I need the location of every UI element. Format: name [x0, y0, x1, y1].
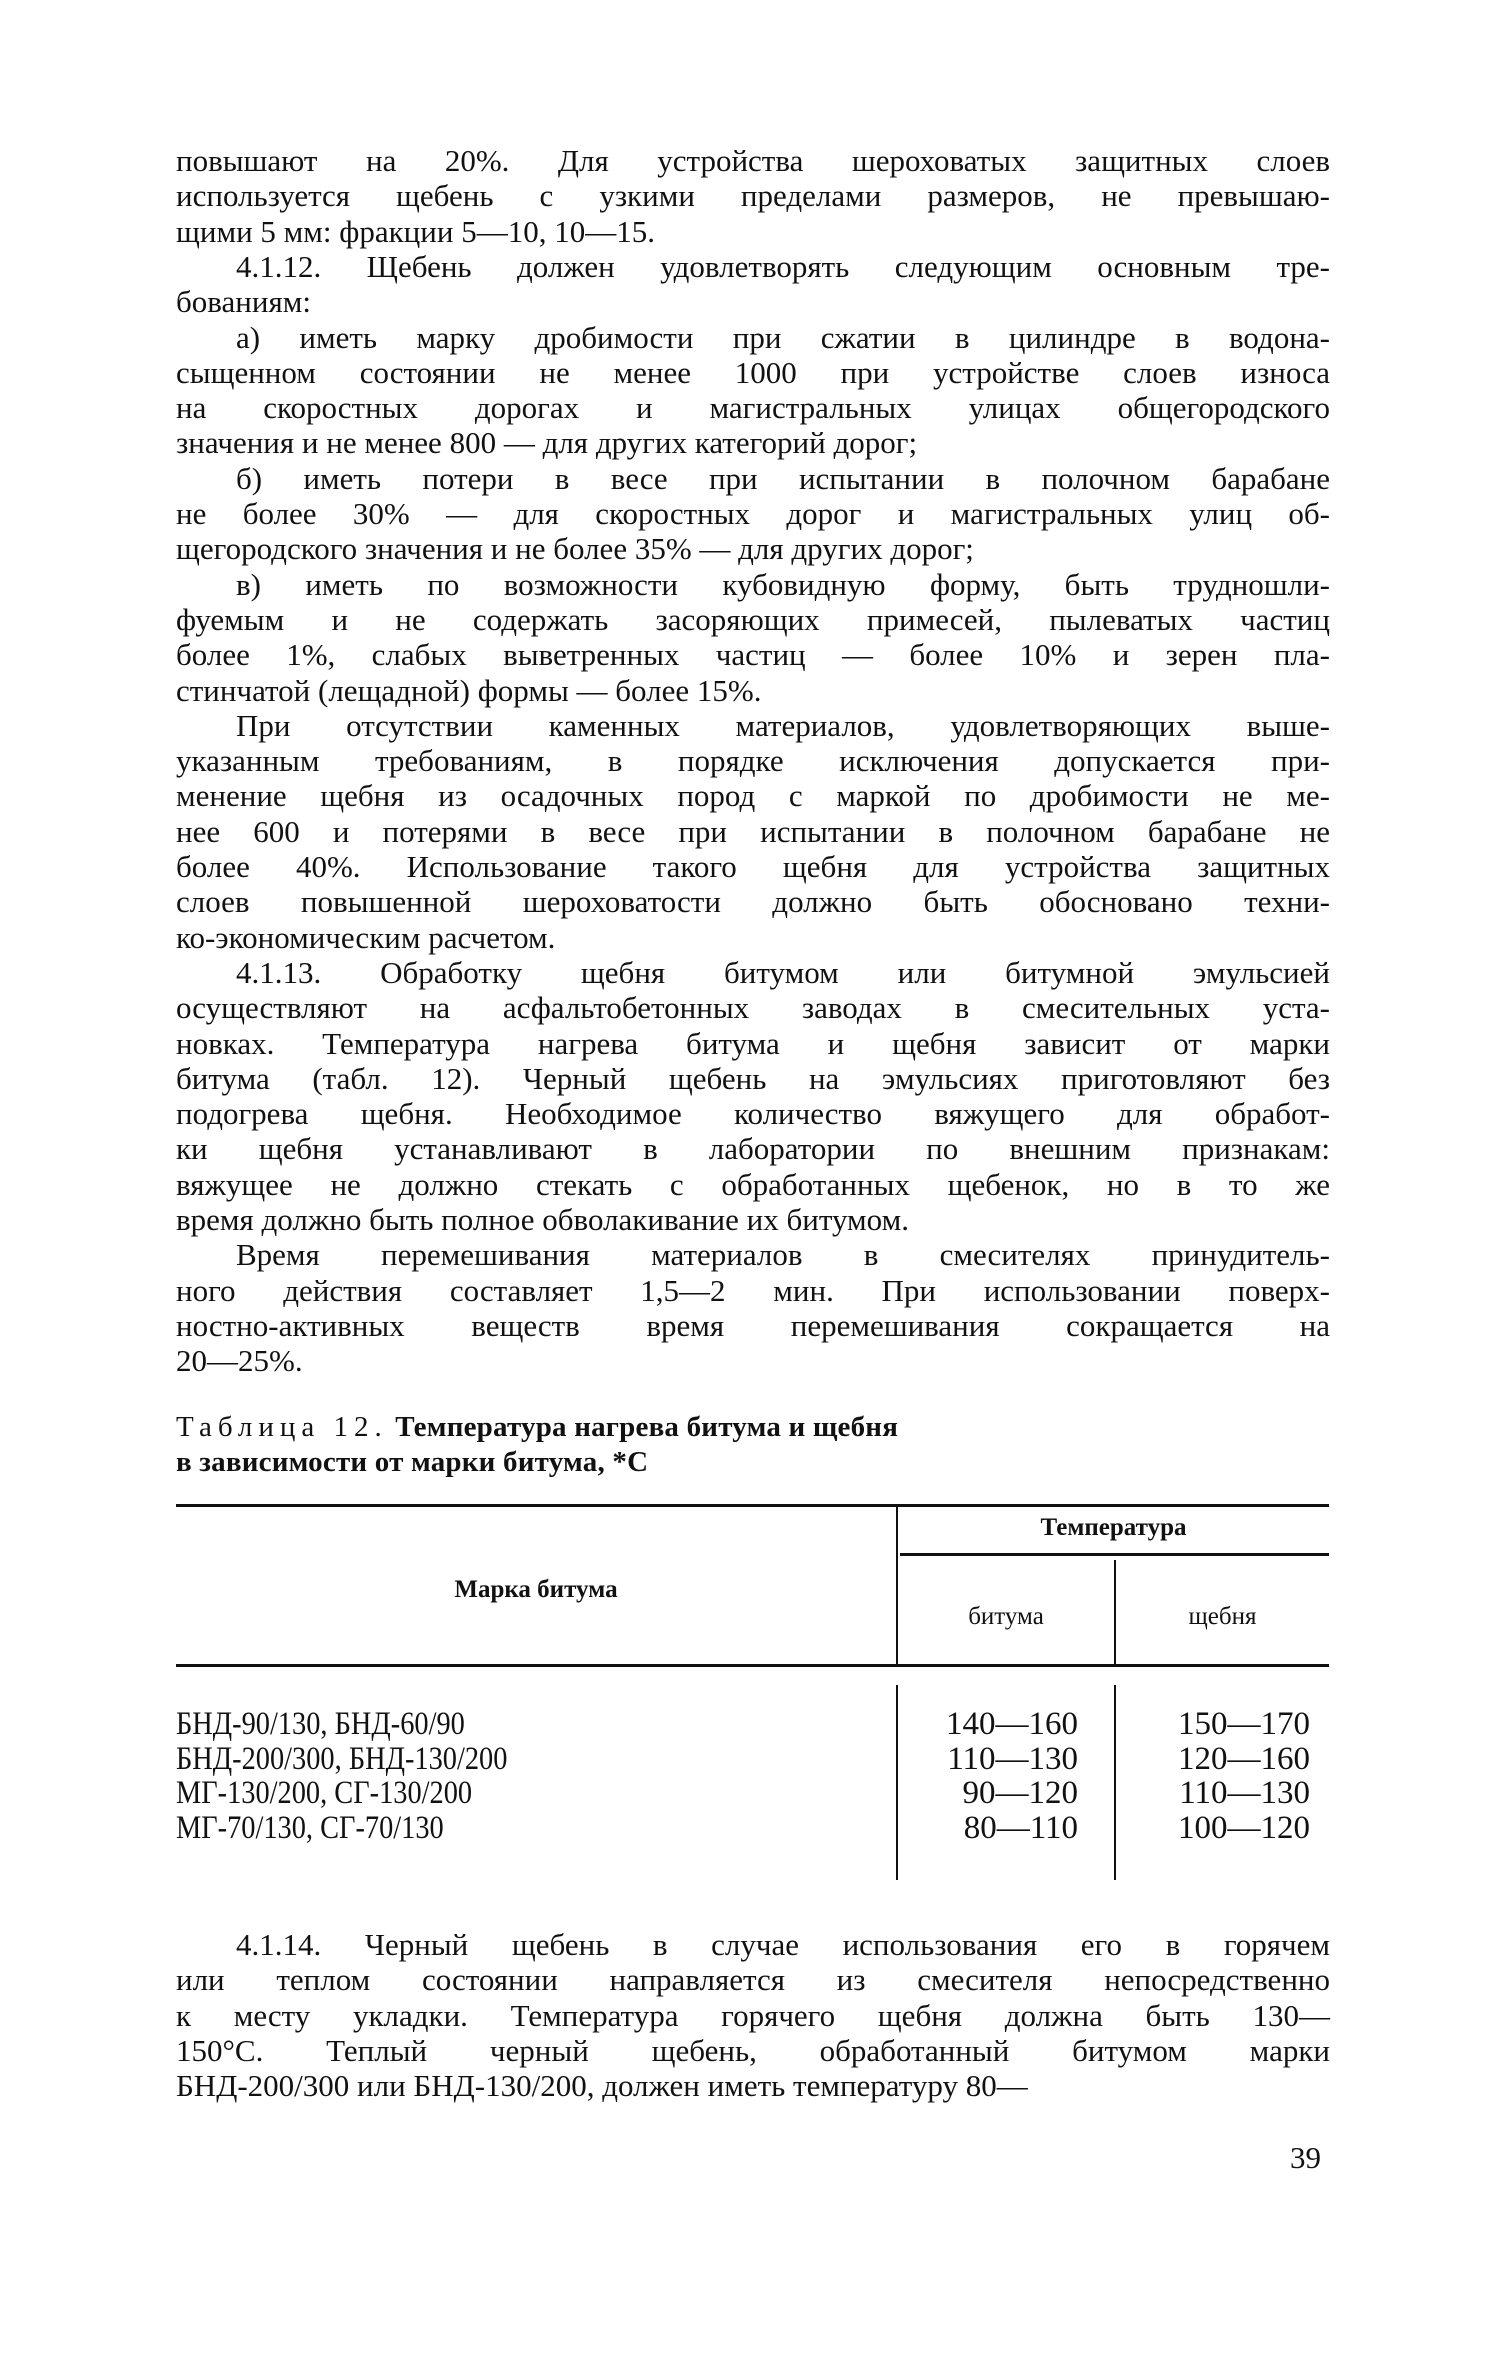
text-line: слоев повышенной шероховатости должно быть обосновано техни-	[176, 884, 1330, 920]
text-line: Время перемешивания материалов в смесителях принудитель-	[236, 1237, 1330, 1273]
header-temperature: Температура	[1040, 1514, 1187, 1541]
text-line: вяжущее не должно стекать с обработанных щебенок, но в то же	[176, 1166, 1330, 1202]
text-line: подогрева щебня. Необходимое количество вяжущего для обработ-	[176, 1096, 1330, 1132]
cell-grade: МГ-130/200, СГ-130/200	[176, 1775, 473, 1812]
text-line: щегородского значения и не более 35% — для других дорог;	[176, 531, 974, 567]
table-caption-line2: в зависимости от марки битума, *С	[176, 1446, 649, 1478]
cell-stone-temp: 120—160	[1178, 1740, 1310, 1777]
text-line: сыщенном состоянии не менее 1000 при устройстве слоев износа	[176, 354, 1330, 390]
text-line: осуществляют на асфальтобетонных заводах в смесительных уста-	[176, 990, 1330, 1026]
text-line: нее 600 и потерями в весе при испытании в полочном барабане не	[176, 813, 1330, 849]
text-line: 150°С. Теплый черный щебень, обработанный битумом марки	[176, 2032, 1330, 2068]
table-group-rule	[900, 1553, 1329, 1556]
text-line: в) иметь по возможности кубовидную форму, быть трудношли-	[236, 566, 1330, 602]
table-caption-title: Температура нагрева битума и щебня	[395, 1411, 899, 1443]
header-bitumen: битума	[968, 1603, 1044, 1630]
cell-stone-temp: 150—170	[1178, 1706, 1310, 1742]
table-vrule-body-2	[1114, 1685, 1116, 1880]
cell-bitumen-temp: 80—110	[963, 1809, 1078, 1846]
text-line: более 40%. Использование такого щебня для устройства защитных	[176, 849, 1330, 884]
text-line: используется щебень с узкими пределами размеров, не превышаю-	[176, 178, 1330, 214]
header-stone: щебня	[1188, 1603, 1257, 1630]
text-line: ностно-активных веществ время перемешивания сокращается на	[176, 1307, 1330, 1343]
text-line: При отсутствии каменных материалов, удовлетворяющих выше-	[236, 707, 1330, 743]
cell-bitumen-temp: 140—160	[946, 1706, 1078, 1742]
text-line: более 1%, слабых выветренных частиц — более 10% и зерен пла-	[176, 637, 1330, 673]
text-line: или теплом состоянии направляется из смесителя непосредственно	[176, 1962, 1330, 1998]
header-grade: Марка битума	[454, 1576, 618, 1603]
text-line: фуемым и не содержать засоряющих примесей, пылеватых частиц	[176, 601, 1330, 637]
text-line: 4.1.14. Черный щебень в случае использования его в горячем	[236, 1927, 1330, 1962]
text-line: значения и не менее 800 — для других категорий дорог;	[176, 425, 918, 461]
text-line: 4.1.12. Щебень должен удовлетворять следующим основным тре-	[236, 248, 1330, 284]
table-header-rule	[176, 1664, 1329, 1667]
text-line: БНД-200/300 или БНД-130/200, должен иметь температуру 80—	[176, 2068, 1028, 2104]
text-line: на скоростных дорогах и магистральных улицах общегородского	[176, 390, 1330, 426]
text-line: стинчатой (лещадной) формы — более 15%.	[176, 672, 762, 708]
text-line: не более 30% — для скоростных дорог и магистральных улиц об-	[176, 496, 1330, 531]
cell-stone-temp: 100—120	[1178, 1809, 1310, 1846]
text-line: менение щебня из осадочных пород с маркой по дробимости не ме-	[176, 778, 1330, 814]
table-top-rule	[176, 1504, 1329, 1507]
text-line: а) иметь марку дробимости при сжатии в цилиндре в водона-	[236, 319, 1330, 355]
page-number: 39	[1290, 2140, 1321, 2175]
text-line: 4.1.13. Обработку щебня битумом или битумной эмульсией	[236, 954, 1330, 990]
cell-grade: БНД-200/300, БНД-130/200	[176, 1740, 508, 1777]
table-caption-label: Таблица 12.	[176, 1411, 388, 1443]
text-line: к месту укладки. Температура горячего щебня должна быть 130—	[176, 1997, 1330, 2033]
text-line: ного действия составляет 1,5—2 мин. При использовании поверх-	[176, 1272, 1330, 1308]
cell-grade: БНД-90/130, БНД-60/90	[176, 1706, 465, 1742]
cell-bitumen-temp: 110—130	[947, 1740, 1078, 1777]
text-line: 20—25%.	[176, 1343, 303, 1379]
table-vrule-body	[896, 1685, 898, 1880]
text-line: битума (табл. 12). Черный щебень на эмульсиях приготовляют без	[176, 1060, 1330, 1096]
text-line: указанным требованиям, в порядке исключения допускается при-	[176, 743, 1330, 779]
text-line: новках. Температура нагрева битума и щебня зависит от марки	[176, 1025, 1330, 1061]
text-line: бованиям:	[176, 284, 311, 320]
text-line: повышают на 20%. Для устройства шероховатых защитных слоев	[176, 143, 1330, 178]
text-line: б) иметь потери в весе при испытании в полочном барабане	[236, 460, 1330, 496]
text-line: щими 5 мм: фракции 5—10, 10—15.	[176, 213, 655, 249]
cell-grade: МГ-70/130, СГ-70/130	[176, 1809, 444, 1846]
table-caption-line1	[176, 1410, 898, 1444]
text-line: ко-экономическим расчетом.	[176, 919, 556, 955]
cell-bitumen-temp: 90—120	[962, 1775, 1078, 1812]
text-line: время должно быть полное обволакивание их битумом.	[176, 1202, 909, 1237]
text-line: ки щебня устанавливают в лаборатории по внешним признакам:	[176, 1131, 1330, 1167]
cell-stone-temp: 110—130	[1179, 1775, 1310, 1812]
